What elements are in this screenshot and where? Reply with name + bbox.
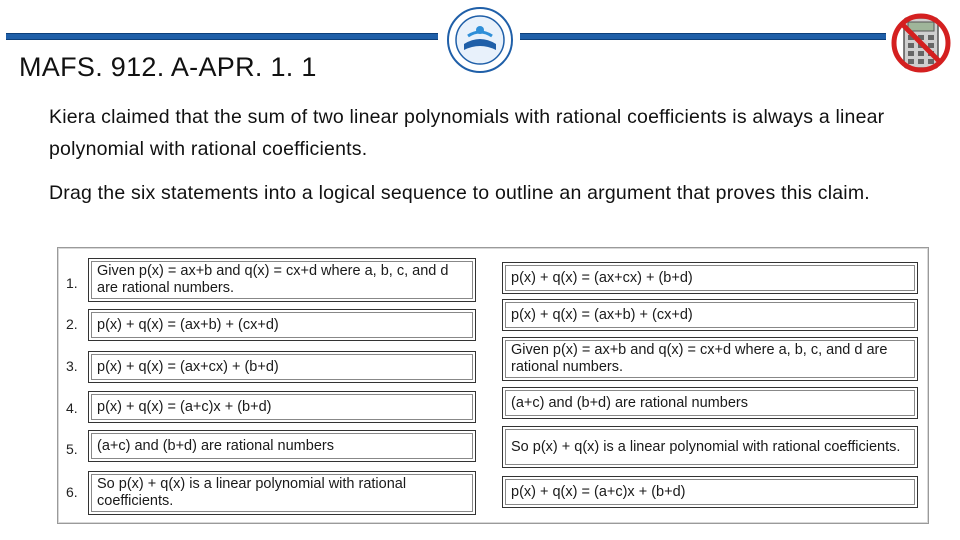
draggable-statement[interactable] [502,387,918,419]
draggable-statement[interactable] [502,426,918,468]
slot-number: 1. [66,275,78,291]
statement-text: So p(x) + q(x) is a linear polynomial with rational coefficients. [511,438,901,455]
answer-slot-6[interactable] [88,471,476,515]
statement-text: p(x) + q(x) = (ax+b) + (cx+d) [511,306,693,323]
answer-slot-3[interactable] [88,351,476,383]
page-title: MAFS. 912. A-APR. 1. 1 [19,52,317,82]
draggable-statement[interactable] [502,262,918,294]
slot-number: 5. [66,441,78,457]
answer-slot-2[interactable] [88,309,476,341]
statement-text: (a+c) and (b+d) are rational numbers [511,394,748,411]
draggable-statement[interactable] [502,299,918,331]
slot-number: 2. [66,316,78,332]
slot-statement: So p(x) + q(x) is a linear polynomial with rational coefficients. [97,476,407,509]
claim-text: Kiera claimed that the sum of two linear polynomials with rational coefficients is always a linear polynomial with rational coefficients. [49,106,885,160]
answer-slot-1[interactable] [88,258,476,302]
drag-drop-problem [57,247,929,524]
slot-statement: Given p(x) = ax+b and q(x) = cx+d where a, b, c, and d are rational numbers. [97,263,449,296]
no-calculator-icon [890,8,952,76]
instruction-text: Drag the six statements into a logical sequence to outline an argument that proves this claim. [49,182,870,204]
draggable-statement[interactable] [502,476,918,508]
slot-statement: (a+c) and (b+d) are rational numbers [97,437,334,454]
slot-number: 4. [66,400,78,416]
slot-number: 6. [66,484,78,500]
statement-text: p(x) + q(x) = (ax+cx) + (b+d) [511,269,693,286]
answer-slot-4[interactable] [88,391,476,423]
slot-number: 3. [66,358,78,374]
slot-statement: p(x) + q(x) = (a+c)x + (b+d) [97,398,272,415]
slot-statement: p(x) + q(x) = (ax+cx) + (b+d) [97,358,279,375]
header-rule-left [6,33,438,40]
answer-slot-5[interactable] [88,430,476,462]
statement-text: Given p(x) = ax+b and q(x) = cx+d where a, b, c, and d are rational numbers. [511,342,888,375]
draggable-statement[interactable] [502,337,918,381]
header-rule-right [520,33,886,40]
statement-text: p(x) + q(x) = (a+c)x + (b+d) [511,483,686,500]
school-district-seal-icon [446,6,514,74]
slot-statement: p(x) + q(x) = (ax+b) + (cx+d) [97,316,279,333]
